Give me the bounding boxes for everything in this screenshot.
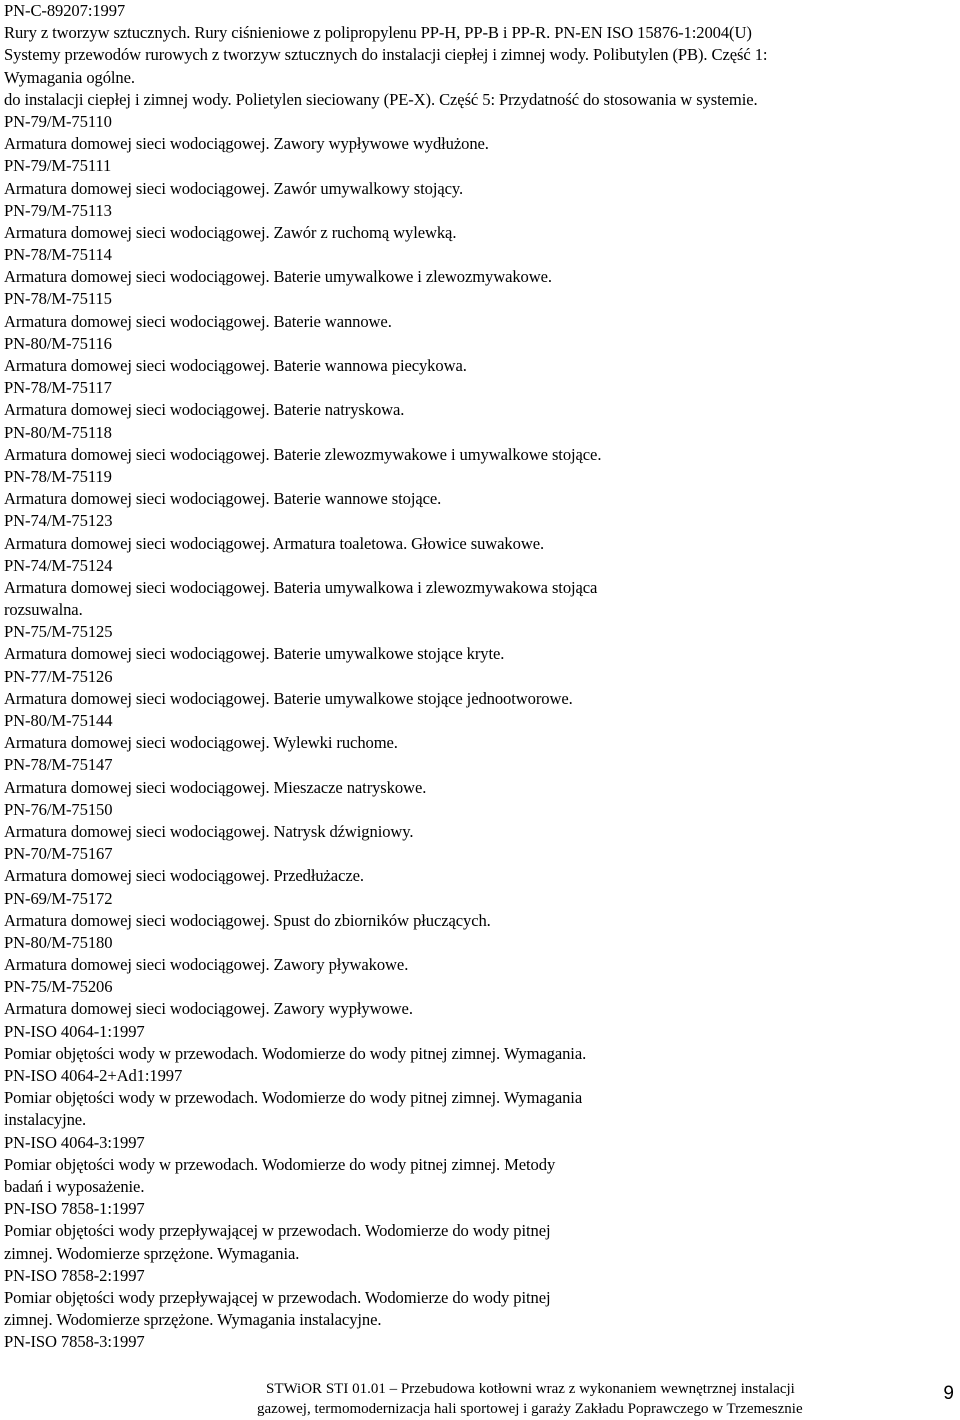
text-line: Pomiar objętości wody przepływającej w przewodach. Wodomierze do wody pitnej — [4, 1287, 551, 1307]
text-line: PN-70/M-75167 — [4, 844, 113, 864]
text-line: PN-78/M-75115 — [4, 289, 112, 309]
text-line: Armatura domowej sieci wodociągowej. Mieszacze natryskowe. — [4, 777, 427, 797]
text-line: PN-80/M-75180 — [4, 932, 113, 952]
document-body — [4, 0, 956, 1353]
text-line: PN-80/M-75144 — [4, 711, 113, 730]
text-line: PN-80/M-75118 — [4, 422, 112, 442]
text-line: Pomiar objętości wody w przewodach. Wodomierze do wody pitnej zimnej. Metody — [4, 1154, 556, 1174]
text-line: Armatura domowej sieci wodociągowej. Natrysk dźwigniowy. — [4, 821, 414, 841]
text-line: Wymagania ogólne. — [4, 67, 135, 87]
text-line: Rury z tworzyw sztucznych. Rury ciśnieniowe z polipropylenu PP-H, PP-B i PP-R. PN-EN ISO 15876-1:2004(U) — [4, 23, 752, 43]
page-footer — [0, 1375, 960, 1419]
footer-line-1: STWiOR STI 01.01 – Przebudowa kotłowni wraz z wykonaniem wewnętrznej instalacji — [266, 1381, 795, 1397]
text-line: PN-74/M-75124 — [4, 555, 113, 575]
text-line: Armatura domowej sieci wodociągowej. Przedłużacze. — [4, 866, 364, 886]
text-line: PN-74/M-75123 — [4, 511, 113, 531]
text-line: badań i wyposażenie. — [4, 1176, 145, 1196]
text-line: PN-75/M-75206 — [4, 977, 113, 997]
text-line: Systemy przewodów rurowych z tworzyw sztucznych do instalacji ciepłej i zimnej wody. Polibutylen (PB). Część 1: — [4, 45, 768, 65]
text-line: PN-ISO 7858-2:1997 — [4, 1265, 145, 1285]
text-line: PN-80/M-75116 — [4, 333, 112, 353]
text-line: PN-75/M-75125 — [4, 622, 113, 642]
footer-line-2: gazowej, termomodernizacja hali sportowej i garaży Zakładu Poprawczego w Trzemesznie — [257, 1401, 803, 1417]
text-line: PN-ISO 4064-1:1997 — [4, 1021, 145, 1041]
text-line: PN-78/M-75114 — [4, 245, 112, 265]
text-line: PN-ISO 4064-2+Ad1:1997 — [4, 1066, 183, 1085]
text-line: PN-76/M-75150 — [4, 799, 113, 819]
text-line: PN-ISO 4064-3:1997 — [4, 1132, 145, 1152]
text-line: PN-C-89207:1997 — [4, 1, 126, 20]
text-line: PN-77/M-75126 — [4, 666, 113, 686]
text-line: PN-78/M-75119 — [4, 466, 112, 486]
text-line: PN-69/M-75172 — [4, 888, 113, 908]
text-line: zimnej. Wodomierze sprzężone. Wymagania instalacyjne. — [4, 1310, 382, 1330]
text-line: Armatura domowej sieci wodociągowej. Baterie natryskowa. — [4, 400, 405, 420]
text-line: Armatura domowej sieci wodociągowej. Zawory wypływowe. — [4, 999, 413, 1019]
text-line: PN-78/M-75147 — [4, 755, 113, 775]
text-line: Armatura domowej sieci wodociągowej. Baterie wannowe stojące. — [4, 489, 442, 509]
text-line: Armatura domowej sieci wodociągowej. Zawór umywalkowy stojący. — [4, 178, 464, 198]
text-line: instalacyjne. — [4, 1110, 87, 1130]
text-line: Armatura domowej sieci wodociągowej. Spust do zbiorników płuczących. — [4, 910, 491, 930]
text-line: PN-79/M-75110 — [4, 111, 112, 131]
text-line: Armatura domowej sieci wodociągowej. Wylewki ruchome. — [4, 733, 398, 753]
text-line: PN-79/M-75111 — [4, 156, 112, 176]
text-line: Armatura domowej sieci wodociągowej. Baterie umywalkowe i zlewozmywakowe. — [4, 267, 552, 287]
text-line: Armatura domowej sieci wodociągowej. Bateria umywalkowa i zlewozmywakowa stojąca — [4, 577, 598, 597]
text-line: Armatura domowej sieci wodociągowej. Zawory pływakowe. — [4, 955, 409, 975]
text-line: PN-ISO 7858-3:1997 — [4, 1332, 145, 1352]
text-line: Pomiar objętości wody przepływającej w przewodach. Wodomierze do wody pitnej — [4, 1221, 551, 1241]
text-line: Armatura domowej sieci wodociągowej. Baterie zlewozmywakowe i umywalkowe stojące. — [4, 444, 602, 464]
text-line: do instalacji ciepłej i zimnej wody. Polietylen sieciowany (PE-X). Część 5: Przydatność do stosowania w systemie. — [4, 89, 758, 109]
text-line: zimnej. Wodomierze sprzężone. Wymagania. — [4, 1243, 300, 1263]
text-line: Armatura domowej sieci wodociągowej. Baterie umywalkowe stojące jednootworowe. — [4, 688, 573, 708]
text-line: Armatura domowej sieci wodociągowej. Armatura toaletowa. Głowice suwakowe. — [4, 533, 545, 553]
text-line: Pomiar objętości wody w przewodach. Wodomierze do wody pitnej zimnej. Wymagania. — [4, 1043, 587, 1063]
text-line: Armatura domowej sieci wodociągowej. Baterie wannowa piecykowa. — [4, 356, 467, 375]
text-line: Armatura domowej sieci wodociągowej. Zawory wypływowe wydłużone. — [4, 134, 489, 154]
text-line: PN-ISO 7858-1:1997 — [4, 1199, 145, 1219]
text-line: Pomiar objętości wody w przewodach. Wodomierze do wody pitnej zimnej. Wymagania — [4, 1088, 583, 1108]
text-line: PN-78/M-75117 — [4, 378, 112, 398]
text-line: PN-79/M-75113 — [4, 200, 112, 220]
text-line: Armatura domowej sieci wodociągowej. Baterie umywalkowe stojące kryte. — [4, 644, 505, 664]
text-line: rozsuwalna. — [4, 600, 83, 620]
page-number: 9 — [943, 1383, 954, 1404]
text-line: Armatura domowej sieci wodociągowej. Baterie wannowe. — [4, 311, 392, 331]
text-line: Armatura domowej sieci wodociągowej. Zawór z ruchomą wylewką. — [4, 222, 457, 242]
